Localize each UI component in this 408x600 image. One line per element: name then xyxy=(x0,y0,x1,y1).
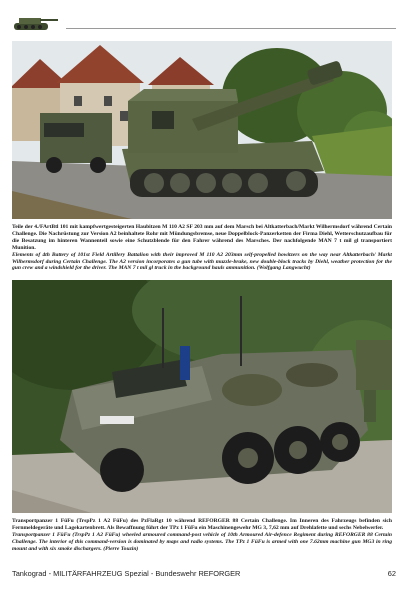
armored-personnel-carrier-photo xyxy=(12,280,392,513)
page-footer xyxy=(12,569,396,578)
bottom-caption-german: Transportpanzer 1 FüFu (TrspPz 1 A2 FüFu) des PzFlaRgt 10 während REFORGER 88 Certain Challenge. Im Inneren des Fahrzeugs befinden sich Fernmeldegeräte und Lagekartenbrett. Als Bewaffnung führt der TPz 1 FüFu ein Maschinengewehr MG 3, 7,62 mm auf Drehlafette und sechs Nebelwerfer. xyxy=(12,518,392,531)
footer-title: Tankograd - MILITÄRFAHRZEUG Spezial - Bundeswehr REFORGER xyxy=(12,569,241,578)
top-caption-english: Elements of 4th Battery of 101st Field Artillery Battalion with their improved M 110 A2 203mm self-propelled howitzers on the way near Altkatterbach/ Markt Wilhermsdorf during Certain Challenge. The A2 version incorporates a gun tube with muzzle-brake, new double-block tracks by Diehl, weather protection for the gun crew and a windshield for the driver. The MAN 7 t mil gl truck in the background hauls ammunition. (Wolfgang Langwucht) xyxy=(12,251,392,272)
tank-silhouette-icon xyxy=(10,8,62,34)
self-propelled-howitzer-photo xyxy=(12,41,392,219)
page-number: 62 xyxy=(387,569,396,578)
bottom-caption-english: Transportpanzer 1 FüFu (TrspPz 1 A2 FüFu) wheeled armoured command-post vehicle of 10th Armoured Air-defence Regiment during REFORGER 88 Certain Challenge. The interior of this command-version is dominated by maps and radio systems. The TPz 1 FüFu is armed with one 7.62mm machine gun MG3 in ring mount and with six smoke dischargers. (Pierre Touzin) xyxy=(12,531,392,552)
top-photo-caption xyxy=(12,224,392,272)
header-rule xyxy=(66,28,396,29)
bottom-photo-caption xyxy=(12,518,392,553)
top-caption-german: Teile der 4./FArtBtl 101 mit kampfwertgesteigerten Haubitzen M 110 A2 SF 203 mm auf dem Marsch bei Altkatterbach/Markt Wilhermsdorf während Certain Challenge. Die Nachrüstung zur Version A2 beinhaltete Rohr mit Mündungsbremse, neue Doppelblock-Panzerketten der Firma Diehl, Wetterschutzaufbau für die Besatzung im hinteren Wannenteil sowie eine Schutzblende für den Fahrer während des Marsches. Der nachfolgende MAN 7 t mil gl transportiert Munition. xyxy=(12,224,392,251)
